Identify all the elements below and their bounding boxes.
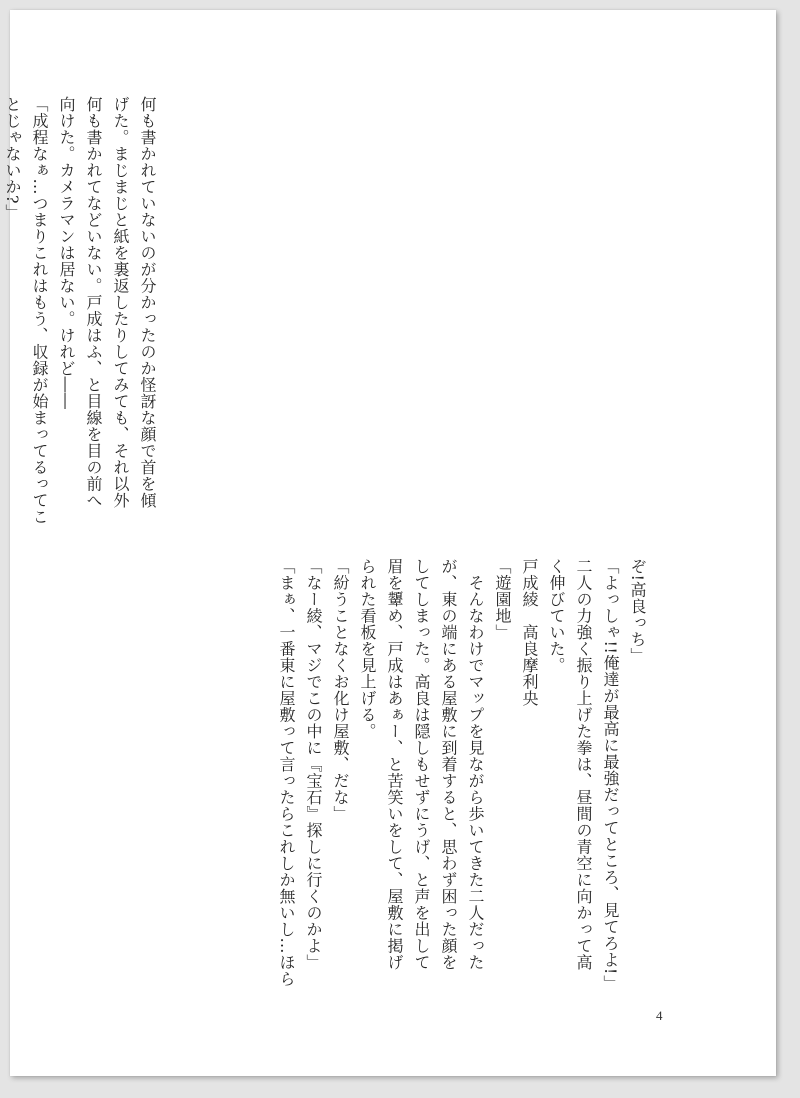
text-line: 「紛うことなくお化け屋敷、だな」 <box>331 558 350 822</box>
scene-title: 「遊園地」 <box>493 558 512 641</box>
upper-text-block <box>0 96 161 525</box>
text-line: そんなわけでマップを見ながら歩いてきた二人だった <box>466 558 485 971</box>
text-line: 何も書かれていないのが分かったのか怪訝な顔で首を傾 <box>138 96 157 509</box>
text-line: 「まぁ、一番東に屋敷って言ったらこれしか無いし…ほら <box>277 558 296 987</box>
book-page <box>3 10 776 1076</box>
lower-text-block <box>273 558 651 991</box>
text-line: 眉を顰め、戸成はあぁー、と苦笑いをして、屋敷に掲げ <box>385 558 404 971</box>
text-line: 「よっしゃ!!俺達が最高に最強だってところ、見てろよ!」 <box>601 558 620 992</box>
text-line: 「成程なぁ…つまりこれはもう、収録が始まってるってこ <box>30 96 49 525</box>
scene-characters: 戸成綾 高良摩利央 <box>520 558 539 707</box>
text-line: 何も書かれてなどいない。戸成はふ、と目線を目の前へ <box>84 96 103 509</box>
text-line: ぞ!高良っち」 <box>628 558 647 664</box>
text-line: とじゃないか?」 <box>3 96 22 221</box>
page-number: 4 <box>656 1008 663 1023</box>
text-line: られた看板を見上げる。 <box>358 558 377 740</box>
text-line: 「なー綾、マジでこの中に『宝石』探しに行くのかよ」 <box>304 558 323 971</box>
text-line: く伸びていた。 <box>547 558 566 674</box>
text-line: が、東の端にある屋敷に到着すると、思わず困った顔を <box>439 558 458 971</box>
text-line: 二人の力強く振り上げた拳は、昼間の青空に向かって高 <box>574 558 593 971</box>
text-line: 向けた。カメラマンは居ない。けれど―― <box>57 96 76 410</box>
text-line: げた。まじまじと紙を裏返したりしてみても、それ以外 <box>111 96 130 509</box>
text-line: してしまった。高良は隠しもせずにうげ、と声を出して <box>412 558 431 971</box>
